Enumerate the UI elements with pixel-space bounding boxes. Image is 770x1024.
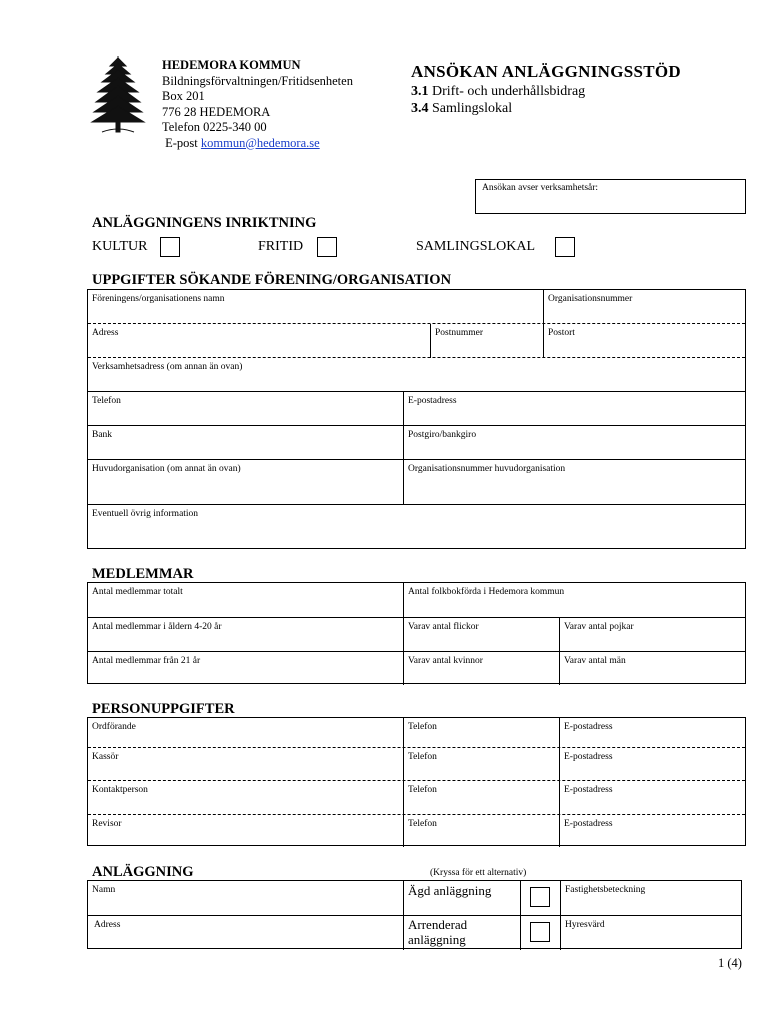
verksamhetsadress-field[interactable] [88, 357, 745, 392]
arrenderad-cell [403, 916, 521, 950]
arrenderad-checkbox-cell [520, 916, 561, 950]
anlaggning-adress-row [88, 915, 741, 950]
subtitle-drift [411, 84, 585, 100]
fastighet-label: Fastighetsbeteckning [565, 885, 646, 895]
org-phone: Telefon 0225-340 00 [162, 120, 267, 134]
folkbokforda-field[interactable] [403, 583, 747, 617]
ordforande-epost-label: E-postadress [564, 722, 613, 732]
revisor-telefon-field[interactable] [403, 815, 560, 847]
alder-4-20-label: Antal medlemmar i åldern 4-20 år [92, 622, 222, 632]
bank-row [88, 425, 745, 460]
folkbokforda-label: Antal folkbokförda i Hedemora kommun [408, 587, 565, 597]
kassor-label: Kassör [92, 752, 119, 762]
subtitle-samlingslokal-number: 3.4 [411, 101, 429, 116]
verksamhetsar-field[interactable] [475, 179, 746, 214]
medlemmar-table [87, 582, 746, 684]
medlemmar-heading: MEDLEMMAR [92, 566, 194, 582]
fran-21-field[interactable] [88, 652, 403, 685]
ordforande-telefon-label: Telefon [408, 722, 437, 732]
forening-epost-field[interactable] [403, 392, 747, 426]
address-field[interactable] [88, 324, 430, 358]
kontaktperson-telefon-label: Telefon [408, 785, 437, 795]
org-email-prefix: E-post [165, 135, 201, 150]
anlaggning-heading: ANLÄGGNING [92, 864, 194, 880]
arrenderad-checkbox[interactable] [530, 922, 550, 942]
huvudorgnr-field[interactable] [403, 460, 747, 505]
fritid-checkbox[interactable] [317, 237, 337, 257]
postnr-label: Postnummer [435, 328, 484, 338]
orgnr-label: Organisationsnummer [548, 294, 633, 304]
anlaggning-note: (Kryssa för ett alternativ) [430, 868, 527, 878]
verksamhetsar-label: Ansökan avser verksamhetsår: [482, 183, 599, 193]
forening-telefon-field[interactable] [88, 392, 403, 426]
option-fritid-label: FRITID [258, 239, 304, 254]
ovrig-info-field[interactable] [88, 504, 745, 549]
ordforande-row [88, 718, 745, 747]
fastighet-field[interactable] [560, 881, 743, 915]
revisor-field[interactable] [88, 815, 403, 847]
address-row [88, 323, 745, 358]
hyresvard-label: Hyresvärd [565, 920, 605, 930]
flickor-field[interactable] [403, 618, 560, 652]
bank-label: Bank [92, 430, 113, 440]
inriktning-heading: ANLÄGGNINGENS INRIKTNING [92, 215, 317, 231]
anlaggning-table [87, 880, 742, 949]
org-email-line [162, 136, 353, 152]
postort-field[interactable] [543, 324, 747, 358]
org-box: Box 201 [162, 89, 205, 103]
agd-cell [403, 881, 521, 915]
subtitle-samlingslokal [411, 101, 512, 117]
kontaktperson-field[interactable] [88, 781, 403, 815]
agd-checkbox-cell [520, 881, 561, 915]
kultur-checkbox[interactable] [160, 237, 180, 257]
kontaktperson-telefon-field[interactable] [403, 781, 560, 815]
page-number: 1 (4) [718, 956, 742, 970]
revisor-row [88, 814, 745, 847]
postnr-field[interactable] [430, 324, 544, 358]
forening-telefon-label: Telefon [92, 396, 121, 406]
revisor-epost-field[interactable] [559, 815, 747, 847]
ordforande-telefon-field[interactable] [403, 718, 560, 747]
medlemmar-totalt-field[interactable] [88, 583, 403, 617]
kassor-row [88, 747, 745, 781]
anlaggning-adress-label: Adress [94, 920, 121, 930]
forening-heading: UPPGIFTER SÖKANDE FÖRENING/ORGANISATION [92, 272, 452, 288]
kassor-epost-label: E-postadress [564, 752, 613, 762]
revisor-telefon-label: Telefon [408, 819, 437, 829]
huvudorgnr-label: Organisationsnummer huvudorganisation [408, 464, 566, 474]
samlingslokal-checkbox[interactable] [555, 237, 575, 257]
revisor-label: Revisor [92, 819, 122, 829]
forening-table [87, 289, 746, 549]
alder-row [88, 617, 745, 652]
subtitle-drift-text: Drift- och underhållsbidrag [428, 84, 586, 99]
pojkar-field[interactable] [559, 618, 747, 652]
kvinnor-field[interactable] [403, 652, 560, 685]
kassor-field[interactable] [88, 748, 403, 781]
man-label: Varav antal män [564, 656, 626, 666]
kontaktperson-label: Kontaktperson [92, 785, 148, 795]
huvudorg-label: Huvudorganisation (om annat än ovan) [92, 464, 241, 474]
kontaktperson-epost-field[interactable] [559, 781, 747, 815]
kassor-telefon-label: Telefon [408, 752, 437, 762]
flickor-label: Varav antal flickor [408, 622, 479, 632]
kassor-telefon-field[interactable] [403, 748, 560, 781]
anlaggning-namn-label: Namn [92, 885, 116, 895]
address-label: Adress [92, 328, 119, 338]
bank-field[interactable] [88, 426, 403, 460]
forening-epost-label: E-postadress [408, 396, 457, 406]
kontaktperson-epost-label: E-postadress [564, 785, 613, 795]
option-kultur-label: KULTUR [92, 239, 148, 254]
orgnr-field[interactable] [543, 290, 747, 323]
man-field[interactable] [559, 652, 747, 685]
agd-checkbox[interactable] [530, 887, 550, 907]
fran-21-label: Antal medlemmar från 21 år [92, 656, 201, 666]
arrenderad-label-line1: Arrenderad [408, 917, 468, 932]
forening-name-label: Föreningens/organisationens namn [92, 294, 225, 304]
subtitle-drift-number: 3.1 [411, 84, 429, 99]
org-postal: 776 28 HEDEMORA [162, 104, 271, 119]
agd-label: Ägd anläggning [408, 883, 492, 898]
personuppgifter-table [87, 717, 746, 846]
telefon-row [88, 391, 745, 426]
hedemora-tree-logo [88, 54, 148, 138]
org-email-link[interactable]: kommun@hedemora.se [200, 135, 320, 150]
postgiro-field[interactable] [403, 426, 747, 460]
ordforande-epost-field[interactable] [559, 718, 747, 747]
option-samlingslokal-label: SAMLINGSLOKAL [416, 239, 535, 254]
organisation-address-block [162, 58, 353, 151]
ordforande-label: Ordförande [92, 722, 136, 732]
verksamhetsadress-label: Verksamhetsadress (om annan än ovan) [92, 362, 243, 372]
alder-4-20-field[interactable] [88, 618, 403, 652]
postort-label: Postort [548, 328, 575, 338]
fran21-row [88, 651, 745, 685]
org-name: HEDEMORA KOMMUN [162, 58, 301, 72]
arrenderad-label [408, 917, 467, 947]
kvinnor-label: Varav antal kvinnor [408, 656, 483, 666]
huvudorg-row [88, 459, 745, 505]
revisor-epost-label: E-postadress [564, 819, 613, 829]
forening-name-field[interactable] [88, 290, 543, 323]
form-title: ANSÖKAN ANLÄGGNINGSSTÖD [411, 62, 681, 81]
org-department: Bildningsförvaltningen/Fritidsenheten [162, 73, 353, 88]
personuppgifter-heading: PERSONUPPGIFTER [92, 701, 235, 717]
anlaggning-namn-field[interactable] [88, 881, 403, 915]
ovrig-info-label: Eventuell övrig information [92, 509, 199, 519]
arrenderad-label-line2: anläggning [408, 932, 466, 947]
hyresvard-field[interactable] [560, 916, 743, 950]
subtitle-samlingslokal-text: Samlingslokal [428, 101, 513, 116]
kontaktperson-row [88, 780, 745, 815]
ordforande-field[interactable] [88, 718, 403, 747]
pojkar-label: Varav antal pojkar [564, 622, 634, 632]
kassor-epost-field[interactable] [559, 748, 747, 781]
huvudorg-field[interactable] [88, 460, 403, 505]
postgiro-label: Postgiro/bankgiro [408, 430, 477, 440]
medlemmar-totalt-label: Antal medlemmar totalt [92, 587, 183, 597]
anlaggning-adress-field[interactable] [88, 916, 403, 950]
